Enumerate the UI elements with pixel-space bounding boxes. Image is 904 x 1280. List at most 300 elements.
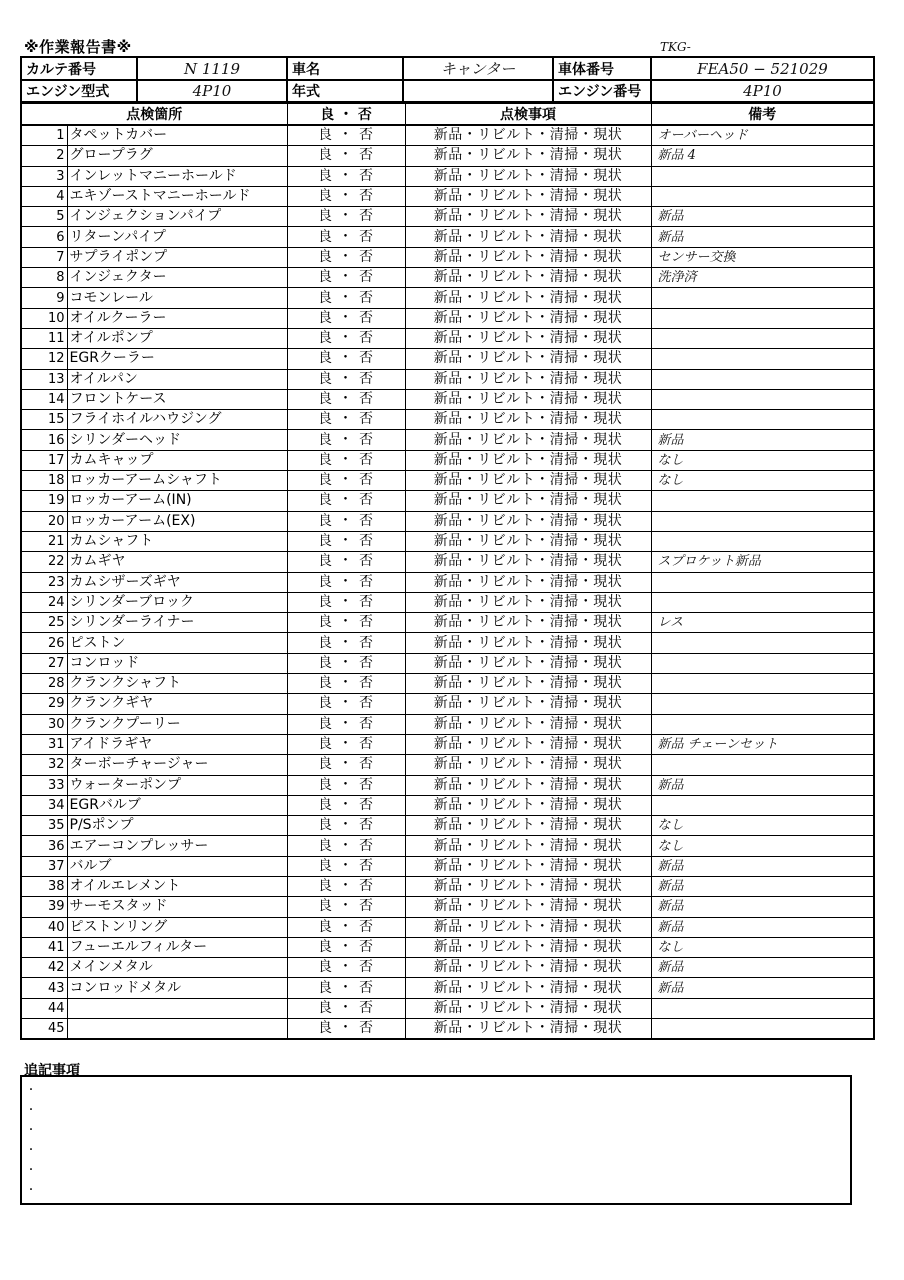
row-number: 22 [21,552,67,572]
row-remark [651,592,874,612]
row-ok-options: 良 ・ 否 [287,633,405,653]
row-number: 18 [21,471,67,491]
row-ok-options: 良 ・ 否 [287,714,405,734]
row-action-options: 新品・リビルト・清掃・現状 [405,450,651,470]
row-action-options: 新品・リビルト・清掃・現状 [405,958,651,978]
karte-label: カルテ番号 [21,57,137,80]
row-part-name: カムキャップ [67,450,287,470]
row-action-options: 新品・リビルト・清掃・現状 [405,816,651,836]
row-part-name: クランクシャフト [67,674,287,694]
row-remark [651,308,874,328]
row-remark: オーバーヘッド [651,125,874,146]
table-row [21,389,874,409]
row-action-options: 新品・リビルト・清掃・現状 [405,247,651,267]
row-ok-options: 良 ・ 否 [287,572,405,592]
row-number: 8 [21,268,67,288]
col-part-header: 点検箇所 [21,103,287,125]
row-remark: なし [651,816,874,836]
row-remark [651,755,874,775]
row-action-options: 新品・リビルト・清掃・現状 [405,856,651,876]
report-title: ※作業報告書※ [24,38,132,56]
table-row [21,653,874,673]
table-row [21,613,874,633]
row-ok-options: 良 ・ 否 [287,491,405,511]
row-action-options: 新品・リビルト・清掃・現状 [405,227,651,247]
table-row [21,958,874,978]
row-action-options: 新品・リビルト・清掃・現状 [405,552,651,572]
row-ok-options: 良 ・ 否 [287,166,405,186]
row-action-options: 新品・リビルト・清掃・現状 [405,186,651,206]
row-ok-options: 良 ・ 否 [287,531,405,551]
table-row [21,694,874,714]
row-part-name [67,1019,287,1040]
table-row [21,714,874,734]
row-action-options: 新品・リビルト・清掃・現状 [405,166,651,186]
row-part-name: エアーコンプレッサー [67,836,287,856]
row-number: 10 [21,308,67,328]
row-ok-options: 良 ・ 否 [287,1019,405,1040]
row-action-options: 新品・リビルト・清掃・現状 [405,978,651,998]
row-part-name: インジェクター [67,268,287,288]
row-ok-options: 良 ・ 否 [287,856,405,876]
note-line: ・ [26,1165,36,1176]
row-number: 15 [21,410,67,430]
table-row [21,572,874,592]
row-number: 3 [21,166,67,186]
table-row [21,125,874,146]
row-remark: なし [651,450,874,470]
row-number: 31 [21,734,67,754]
row-remark [651,572,874,592]
table-row [21,998,874,1018]
row-remark: 新品 [651,227,874,247]
row-number: 9 [21,288,67,308]
row-action-options: 新品・リビルト・清掃・現状 [405,349,651,369]
row-number: 39 [21,897,67,917]
row-remark: 新品 [651,958,874,978]
row-number: 2 [21,146,67,166]
row-part-name: リターンパイプ [67,227,287,247]
table-row [21,795,874,815]
row-part-name: タペットカバー [67,125,287,146]
engine-model-value: 4P10 [137,80,287,102]
row-ok-options: 良 ・ 否 [287,694,405,714]
row-remark: レス [651,613,874,633]
row-part-name: コンロッド [67,653,287,673]
table-row [21,552,874,572]
row-ok-options: 良 ・ 否 [287,836,405,856]
row-remark: 新品 [651,430,874,450]
row-action-options: 新品・リビルト・清掃・現状 [405,207,651,227]
row-number: 17 [21,450,67,470]
row-number: 28 [21,674,67,694]
table-row [21,227,874,247]
row-number: 27 [21,653,67,673]
table-row [21,247,874,267]
row-number: 37 [21,856,67,876]
row-part-name: インジェクションパイプ [67,207,287,227]
row-ok-options: 良 ・ 否 [287,613,405,633]
table-row [21,430,874,450]
row-part-name: クランクプーリー [67,714,287,734]
row-ok-options: 良 ・ 否 [287,369,405,389]
row-action-options: 新品・リビルト・清掃・現状 [405,369,651,389]
row-number: 34 [21,795,67,815]
row-ok-options: 良 ・ 否 [287,247,405,267]
note-line: ・ [26,1125,36,1136]
row-action-options: 新品・リビルト・清掃・現状 [405,430,651,450]
row-action-options: 新品・リビルト・清掃・現状 [405,471,651,491]
row-remark [651,328,874,348]
row-part-name: メインメタル [67,958,287,978]
row-remark [651,511,874,531]
row-ok-options: 良 ・ 否 [287,328,405,348]
row-remark [651,795,874,815]
row-number: 16 [21,430,67,450]
table-row [21,816,874,836]
row-ok-options: 良 ・ 否 [287,207,405,227]
table-row [21,471,874,491]
row-remark [651,410,874,430]
row-ok-options: 良 ・ 否 [287,592,405,612]
row-action-options: 新品・リビルト・清掃・現状 [405,511,651,531]
row-remark [651,349,874,369]
row-number: 40 [21,917,67,937]
car-name-label: 車名 [287,57,403,80]
row-number: 6 [21,227,67,247]
row-remark: 新品 [651,897,874,917]
inspection-rows [21,125,874,1039]
col-action-header: 点検事項 [405,103,651,125]
table-row [21,450,874,470]
row-remark: 新品 4 [651,146,874,166]
row-action-options: 新品・リビルト・清掃・現状 [405,998,651,1018]
table-row [21,836,874,856]
notes-list [22,1077,850,1201]
table-row [21,207,874,227]
row-ok-options: 良 ・ 否 [287,876,405,896]
row-remark [651,491,874,511]
row-action-options: 新品・リビルト・清掃・現状 [405,308,651,328]
row-part-name: EGRクーラー [67,349,287,369]
row-remark: 新品 [651,207,874,227]
row-action-options: 新品・リビルト・清掃・現状 [405,755,651,775]
row-number: 29 [21,694,67,714]
row-number: 42 [21,958,67,978]
table-row [21,937,874,957]
row-part-name: サーモスタッド [67,897,287,917]
row-number: 4 [21,186,67,206]
row-ok-options: 良 ・ 否 [287,795,405,815]
row-ok-options: 良 ・ 否 [287,288,405,308]
table-row [21,146,874,166]
table-row [21,349,874,369]
row-part-name: ウォーターポンプ [67,775,287,795]
row-part-name: インレットマニーホールド [67,166,287,186]
row-ok-options: 良 ・ 否 [287,755,405,775]
table-row [21,308,874,328]
row-number: 43 [21,978,67,998]
table-row [21,288,874,308]
row-part-name [67,998,287,1018]
row-part-name: シリンダーブロック [67,592,287,612]
year-label: 年式 [287,80,403,102]
row-part-name: シリンダーヘッド [67,430,287,450]
row-action-options: 新品・リビルト・清掃・現状 [405,674,651,694]
table-row [21,876,874,896]
row-ok-options: 良 ・ 否 [287,511,405,531]
row-part-name: オイルクーラー [67,308,287,328]
row-part-name: ロッカーアームシャフト [67,471,287,491]
note-line: ・ [26,1145,36,1156]
row-action-options: 新品・リビルト・清掃・現状 [405,288,651,308]
row-remark [651,531,874,551]
row-action-options: 新品・リビルト・清掃・現状 [405,775,651,795]
row-ok-options: 良 ・ 否 [287,816,405,836]
row-number: 23 [21,572,67,592]
row-ok-options: 良 ・ 否 [287,125,405,146]
row-ok-options: 良 ・ 否 [287,653,405,673]
row-part-name: コンロッドメタル [67,978,287,998]
table-row [21,511,874,531]
row-action-options: 新品・リビルト・清掃・現状 [405,734,651,754]
table-row [21,674,874,694]
row-remark [651,633,874,653]
note-line: ・ [26,1185,36,1196]
row-ok-options: 良 ・ 否 [287,389,405,409]
row-number: 41 [21,937,67,957]
row-action-options: 新品・リビルト・清掃・現状 [405,795,651,815]
row-number: 11 [21,328,67,348]
row-action-options: 新品・リビルト・清掃・現状 [405,1019,651,1040]
row-number: 7 [21,247,67,267]
row-ok-options: 良 ・ 否 [287,146,405,166]
row-number: 30 [21,714,67,734]
row-part-name: グロープラグ [67,146,287,166]
row-ok-options: 良 ・ 否 [287,734,405,754]
table-row [21,410,874,430]
row-remark: なし [651,836,874,856]
col-ok-header: 良 ・ 否 [287,103,405,125]
row-action-options: 新品・リビルト・清掃・現状 [405,125,651,146]
row-number: 19 [21,491,67,511]
table-row [21,369,874,389]
engine-number-value: 4P10 [651,80,874,102]
row-ok-options: 良 ・ 否 [287,897,405,917]
car-name-value: キャンター [403,57,553,80]
row-number: 21 [21,531,67,551]
row-number: 38 [21,876,67,896]
row-part-name: カムシザーズギヤ [67,572,287,592]
row-part-name: オイルエレメント [67,876,287,896]
row-remark [651,389,874,409]
year-value [403,80,553,102]
row-action-options: 新品・リビルト・清掃・現状 [405,389,651,409]
row-number: 33 [21,775,67,795]
row-part-name: フライホイルハウジング [67,410,287,430]
row-number: 14 [21,389,67,409]
notes-box [20,1075,852,1205]
table-row [21,734,874,754]
note-line: ・ [26,1085,36,1096]
row-number: 1 [21,125,67,146]
row-ok-options: 良 ・ 否 [287,450,405,470]
row-remark [651,186,874,206]
row-number: 45 [21,1019,67,1040]
row-action-options: 新品・リビルト・清掃・現状 [405,897,651,917]
row-action-options: 新品・リビルト・清掃・現状 [405,876,651,896]
table-row [21,897,874,917]
row-remark [651,674,874,694]
table-row [21,592,874,612]
row-action-options: 新品・リビルト・清掃・現状 [405,714,651,734]
row-ok-options: 良 ・ 否 [287,308,405,328]
table-row [21,268,874,288]
row-action-options: 新品・リビルト・清掃・現状 [405,146,651,166]
row-action-options: 新品・リビルト・清掃・現状 [405,410,651,430]
row-remark [651,288,874,308]
row-remark: 新品 [651,917,874,937]
row-remark [651,694,874,714]
table-row [21,186,874,206]
row-action-options: 新品・リビルト・清掃・現状 [405,633,651,653]
row-part-name: オイルパン [67,369,287,389]
row-part-name: ターボーチャージャー [67,755,287,775]
row-number: 13 [21,369,67,389]
row-number: 32 [21,755,67,775]
row-ok-options: 良 ・ 否 [287,958,405,978]
row-ok-options: 良 ・ 否 [287,998,405,1018]
row-remark [651,653,874,673]
table-row [21,755,874,775]
table-row [21,1019,874,1040]
row-number: 24 [21,592,67,612]
row-action-options: 新品・リビルト・清掃・現状 [405,653,651,673]
row-part-name: フロントケース [67,389,287,409]
row-part-name: ピストン [67,633,287,653]
row-part-name: コモンレール [67,288,287,308]
row-ok-options: 良 ・ 否 [287,410,405,430]
row-ok-options: 良 ・ 否 [287,268,405,288]
table-row [21,328,874,348]
chassis-label: 車体番号 [553,57,651,80]
table-row [21,856,874,876]
notes-label: 追記事項 [24,1063,80,1079]
row-remark [651,714,874,734]
engine-number-label: エンジン番号 [553,80,651,102]
row-part-name: バルブ [67,856,287,876]
row-part-name: カムシャフト [67,531,287,551]
row-ok-options: 良 ・ 否 [287,430,405,450]
row-action-options: 新品・リビルト・清掃・現状 [405,917,651,937]
row-ok-options: 良 ・ 否 [287,937,405,957]
row-remark: 洗浄済 [651,268,874,288]
row-part-name: シリンダーライナー [67,613,287,633]
table-row [21,775,874,795]
row-part-name: アイドラギヤ [67,734,287,754]
table-row [21,531,874,551]
row-remark: 新品 [651,978,874,998]
row-ok-options: 良 ・ 否 [287,552,405,572]
row-part-name: EGRバルブ [67,795,287,815]
row-number: 20 [21,511,67,531]
row-ok-options: 良 ・ 否 [287,917,405,937]
engine-model-label: エンジン型式 [21,80,137,102]
table-row [21,491,874,511]
inspection-table [20,102,875,1040]
chassis-value: FEA50 − 521029 [651,57,874,80]
row-action-options: 新品・リビルト・清掃・現状 [405,592,651,612]
row-number: 35 [21,816,67,836]
row-action-options: 新品・リビルト・清掃・現状 [405,531,651,551]
row-number: 5 [21,207,67,227]
row-remark: スプロケット新品 [651,552,874,572]
row-remark [651,1019,874,1040]
row-part-name: エキゾーストマニーホールド [67,186,287,206]
row-part-name: オイルポンプ [67,328,287,348]
row-action-options: 新品・リビルト・清掃・現状 [405,328,651,348]
row-part-name: カムギヤ [67,552,287,572]
row-ok-options: 良 ・ 否 [287,471,405,491]
row-action-options: 新品・リビルト・清掃・現状 [405,491,651,511]
row-action-options: 新品・リビルト・清掃・現状 [405,268,651,288]
header-table [20,56,875,103]
row-remark [651,369,874,389]
row-action-options: 新品・リビルト・清掃・現状 [405,613,651,633]
row-part-name: クランクギヤ [67,694,287,714]
row-remark: なし [651,937,874,957]
row-action-options: 新品・リビルト・清掃・現状 [405,937,651,957]
table-row [21,166,874,186]
row-number: 44 [21,998,67,1018]
row-number: 36 [21,836,67,856]
row-action-options: 新品・リビルト・清掃・現状 [405,836,651,856]
row-remark [651,998,874,1018]
row-part-name: ロッカーアーム(EX) [67,511,287,531]
corner-note: TKG- [660,40,691,54]
row-remark: 新品 [651,876,874,896]
row-remark: なし [651,471,874,491]
row-action-options: 新品・リビルト・清掃・現状 [405,572,651,592]
row-part-name: P/Sポンプ [67,816,287,836]
row-number: 26 [21,633,67,653]
row-action-options: 新品・リビルト・清掃・現状 [405,694,651,714]
row-remark: 新品 [651,856,874,876]
row-ok-options: 良 ・ 否 [287,227,405,247]
row-ok-options: 良 ・ 否 [287,674,405,694]
row-remark: 新品 チェーンセット [651,734,874,754]
table-row [21,978,874,998]
row-part-name: サプライポンプ [67,247,287,267]
table-row [21,917,874,937]
row-ok-options: 良 ・ 否 [287,775,405,795]
row-number: 25 [21,613,67,633]
row-ok-options: 良 ・ 否 [287,978,405,998]
note-line: ・ [26,1105,36,1116]
row-part-name: ピストンリング [67,917,287,937]
row-remark: センサー交換 [651,247,874,267]
col-remarks-header: 備考 [651,103,874,125]
row-number: 12 [21,349,67,369]
row-ok-options: 良 ・ 否 [287,186,405,206]
karte-value: N 1119 [137,57,287,80]
row-remark [651,166,874,186]
row-ok-options: 良 ・ 否 [287,349,405,369]
row-remark: 新品 [651,775,874,795]
row-part-name: フューエルフィルター [67,937,287,957]
row-part-name: ロッカーアーム(IN) [67,491,287,511]
table-row [21,633,874,653]
